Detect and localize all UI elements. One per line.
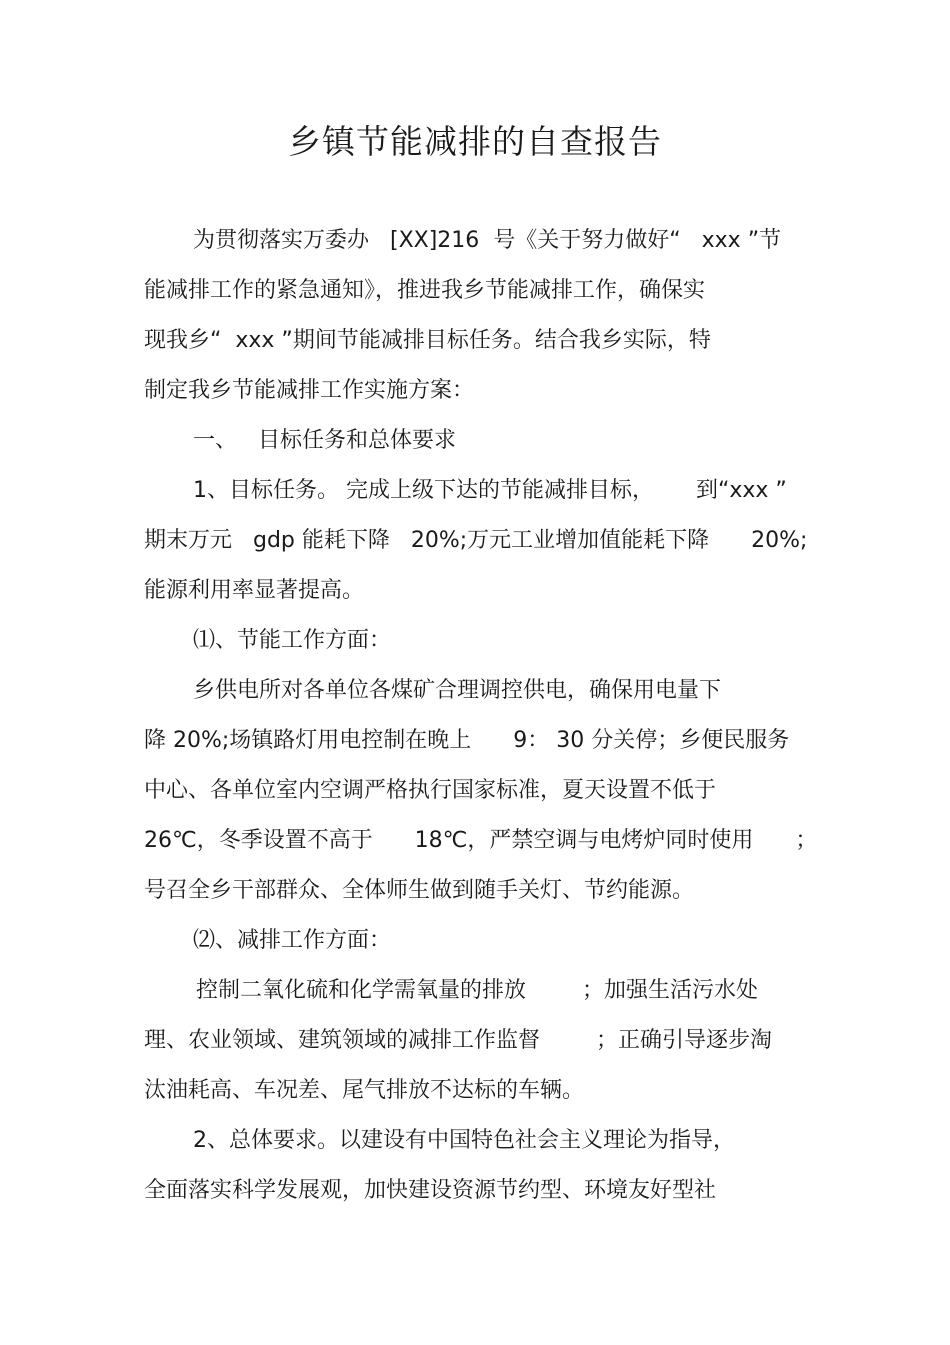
paragraph-line: 现我乡“ xxx ”期间节能减排目标任务。结合我乡实际，特 (144, 328, 711, 353)
paragraph-line: 期末万元 gdp 能耗下降 20%;万元工业增加值能耗下降 20%; (144, 528, 808, 553)
paragraph-line: 控制二氧化硫和化学需氧量的排放 ；加强生活污水处 (196, 978, 758, 1003)
paragraph-line: 2、总体要求。以建设有中国特色社会主义理论为指导， (193, 1128, 735, 1153)
subsection-heading: ⑵、减排工作方面： (193, 928, 392, 953)
paragraph-line: 汰油耗高、车况差、尾气排放不达标的车辆。 (144, 1078, 585, 1103)
paragraph-line: 26℃，冬季设置不高于 18℃，严禁空调与电烤炉同时使用 ； (144, 828, 818, 853)
paragraph-line: 降 20%;场镇路灯用电控制在晚上 9： 30 分关停；乡便民服务 (144, 728, 790, 753)
paragraph-line: 号召全乡干部群众、全体师生做到随手关灯、节约能源。 (144, 878, 695, 903)
paragraph-line: 理、农业领域、建筑领域的减排工作监督 ；正确引导逐步淘 (144, 1028, 772, 1053)
subsection-heading: ⑴、节能工作方面： (193, 628, 392, 653)
paragraph-line: 全面落实科学发展观，加快建设资源节约型、环境友好型社 (144, 1178, 717, 1203)
document-title: 乡镇节能减排的自查报告 (288, 122, 662, 161)
paragraph-line: 能源利用率显著提高。 (144, 578, 365, 603)
paragraph-line: 制定我乡节能减排工作实施方案： (144, 378, 475, 403)
paragraph-line: 中心、各单位室内空调严格执行国家标准，夏天设置不低于 (144, 778, 717, 803)
paragraph-line: 能减排工作的紧急通知》，推进我乡节能减排工作，确保实 (144, 278, 706, 303)
paragraph-line: 为贯彻落实万委办 [XX]216 号《关于努力做好“ xxx ”节 (193, 228, 782, 253)
paragraph-line: 1、目标任务。 完成上级下达的节能减排目标， 到“xxx ” (193, 478, 787, 503)
section-heading: 一、 目标任务和总体要求 (193, 428, 456, 453)
paragraph-line: 乡供电所对各单位各煤矿合理调控供电，确保用电量下 (193, 678, 722, 703)
